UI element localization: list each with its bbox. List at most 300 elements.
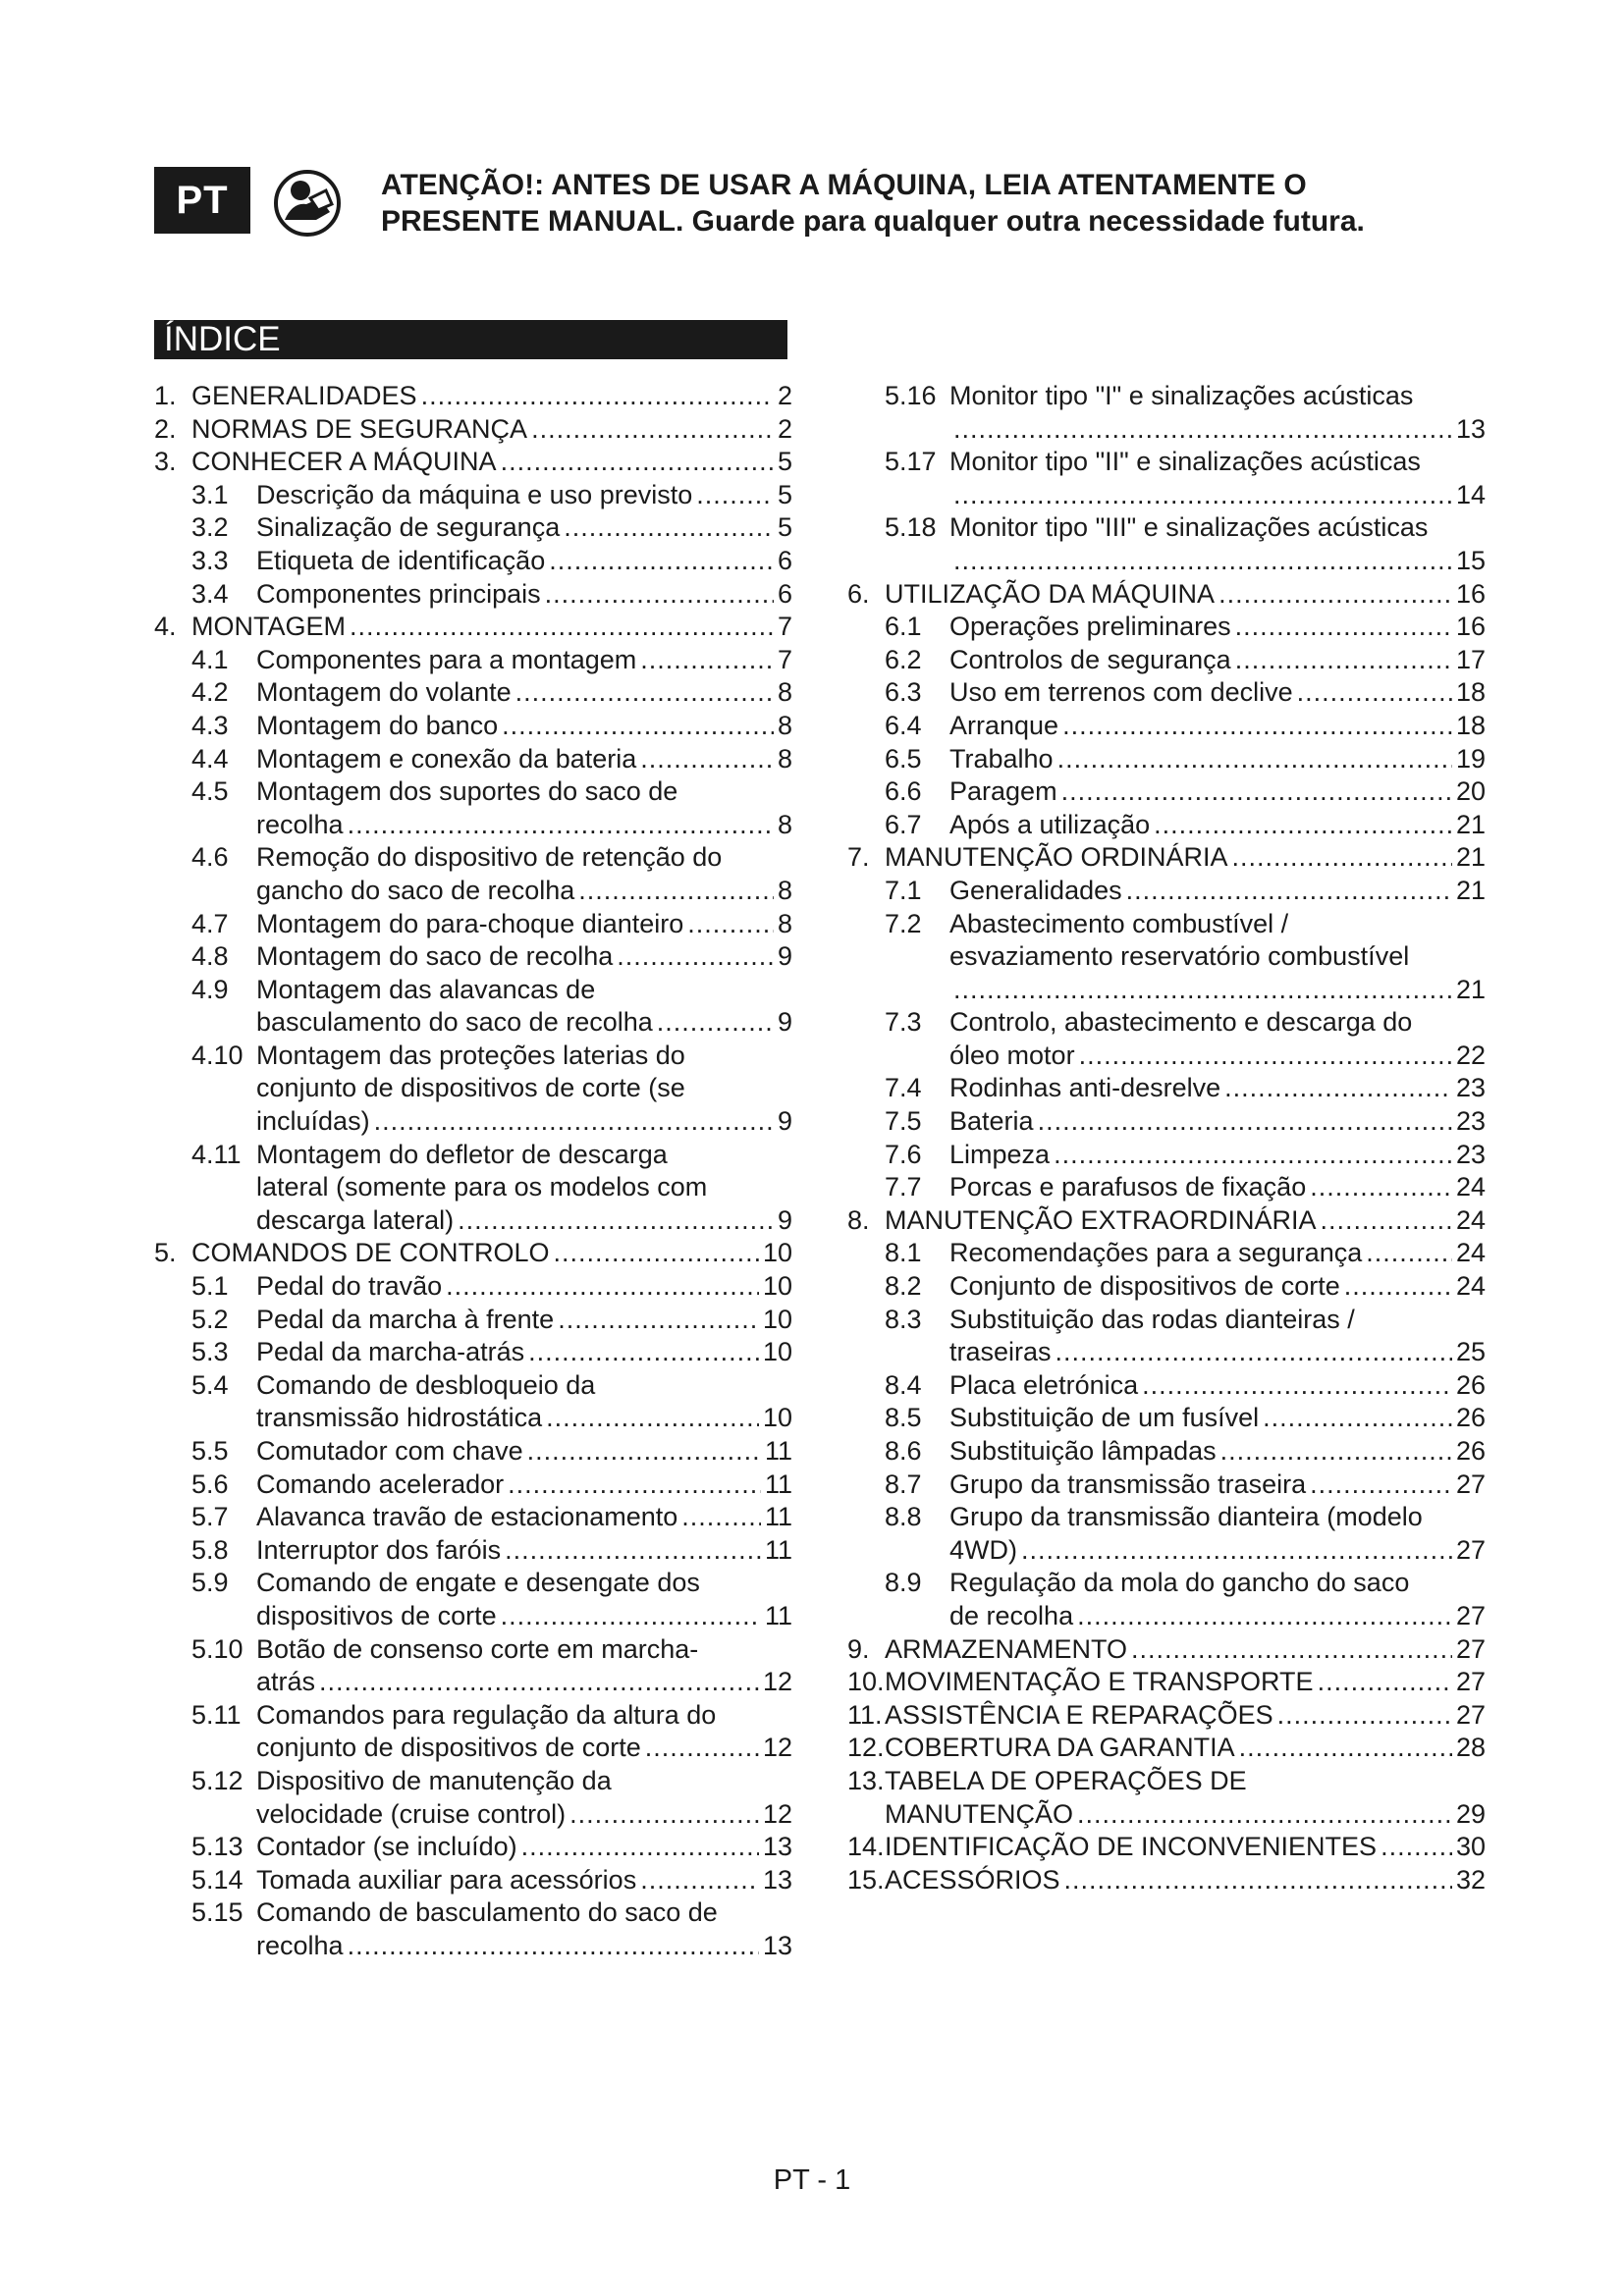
toc-entry-title: COBERTURA DA GARANTIA <box>885 1733 1235 1763</box>
toc-entry[interactable] <box>154 1865 792 1898</box>
toc-entry-title: Sinalização de segurança <box>256 512 561 543</box>
toc-entry-page: 12 <box>762 1733 792 1763</box>
toc-entry-number: 4.4 <box>191 743 229 774</box>
toc-entry-number: 9. <box>847 1633 870 1664</box>
toc-entry-number: 7.4 <box>885 1073 922 1103</box>
toc-entry[interactable] <box>154 1897 792 1931</box>
toc-entry-number: 5.9 <box>191 1568 229 1598</box>
toc-entry-page: 26 <box>1455 1403 1486 1433</box>
toc-entry-title: 4WD) <box>949 1534 1017 1565</box>
toc-entry-number: 5.7 <box>191 1502 229 1532</box>
toc-entry-title: Placa eletrónica <box>949 1369 1139 1400</box>
toc-entry-number: 15. <box>847 1864 885 1895</box>
dot-leader <box>1232 842 1452 873</box>
toc-entry-number: 12. <box>847 1733 885 1763</box>
toc-entry-title: CONHECER A MÁQUINA <box>191 447 497 477</box>
toc-entry-title: gancho do saco de recolha <box>256 875 575 905</box>
dot-leader <box>1239 1733 1452 1763</box>
toc-entry[interactable] <box>154 677 792 711</box>
toc-entry-page: 11 <box>764 1534 792 1565</box>
toc-entry-page: 27 <box>1455 1667 1486 1697</box>
toc-entry[interactable] <box>847 909 1486 942</box>
toc-entry[interactable] <box>154 1700 792 1734</box>
toc-entry[interactable] <box>847 1700 1486 1734</box>
toc-entry-number: 7.6 <box>885 1139 922 1169</box>
toc-entry-page: 21 <box>1455 809 1486 839</box>
dot-leader <box>953 975 1452 1005</box>
toc-entry[interactable] <box>154 1337 792 1370</box>
toc-entry-number: 4.5 <box>191 776 229 807</box>
dot-leader <box>1366 1238 1452 1268</box>
toc-entry-title: Monitor tipo "I" e sinalizações acústicas <box>949 381 1414 410</box>
toc-entry-title: descarga lateral) <box>256 1204 455 1235</box>
dot-leader <box>508 1469 761 1500</box>
toc-entry-title: Comando de basculamento do saco de <box>256 1897 718 1928</box>
toc-entry-title: atrás <box>256 1667 316 1697</box>
toc-entry-title: Bateria <box>949 1106 1034 1137</box>
toc-entry-page: 27 <box>1455 1534 1486 1565</box>
toc-entry[interactable] <box>847 810 1486 843</box>
toc-entry-title: Monitor tipo "II" e sinalizações acústicas <box>949 447 1421 477</box>
dot-leader <box>1054 1140 1452 1170</box>
toc-entry-number: 7.7 <box>885 1172 922 1202</box>
toc-entry[interactable] <box>847 1502 1486 1535</box>
toc-entry-page: 30 <box>1455 1832 1486 1862</box>
toc-entry-title: ACESSÓRIOS <box>885 1864 1060 1895</box>
dot-leader <box>527 1436 761 1467</box>
toc-entry-title: Comando acelerador <box>256 1468 505 1499</box>
toc-entry-title: Componentes para a montagem <box>256 644 637 674</box>
toc-entry-title: Grupo da transmissão traseira <box>949 1468 1307 1499</box>
toc-entry[interactable] <box>154 1140 792 1173</box>
toc-entry-title: Remoção do dispositivo de retenção do <box>256 842 723 873</box>
toc-entry-title: Rodinhas anti-desrelve <box>949 1073 1221 1103</box>
toc-entry-number: 5.14 <box>191 1864 244 1895</box>
dot-leader <box>1235 645 1452 675</box>
toc-entry[interactable] <box>847 414 1486 448</box>
toc-entry[interactable] <box>847 1832 1486 1865</box>
toc-entry-number: 5.10 <box>191 1633 244 1664</box>
dot-leader <box>1380 1832 1452 1862</box>
toc-entry-title: NORMAS DE SEGURANÇA <box>191 413 528 444</box>
toc-entry-title: Montagem dos suportes do saco de <box>256 776 678 807</box>
toc-entry-page: 29 <box>1455 1798 1486 1829</box>
toc-entry-number: 5.1 <box>191 1271 229 1302</box>
toc-entry-number: 13. <box>847 1765 885 1795</box>
index-heading: ÍNDICE <box>154 320 787 359</box>
dot-leader <box>1038 1106 1452 1137</box>
toc-entry[interactable] <box>847 1403 1486 1436</box>
toc-entry[interactable] <box>847 677 1486 711</box>
dot-leader <box>1220 1436 1452 1467</box>
toc-entry[interactable] <box>154 447 792 480</box>
toc-entry[interactable] <box>154 1469 792 1503</box>
toc-entry[interactable] <box>154 1403 792 1436</box>
toc-entry[interactable] <box>847 1766 1486 1799</box>
dot-leader <box>1218 579 1452 610</box>
toc-entry-page: 8 <box>777 743 792 774</box>
toc-entry-title: Substituição lâmpadas <box>949 1436 1217 1466</box>
toc-entry[interactable] <box>154 579 792 613</box>
toc-entry-number: 4.10 <box>191 1040 244 1070</box>
toc-entry[interactable] <box>847 876 1486 909</box>
toc-entry-title: Montagem do para-choque dianteiro <box>256 908 684 938</box>
toc-entry[interactable] <box>154 941 792 975</box>
toc-entry-page: 9 <box>777 1007 792 1038</box>
toc-entry-number: 8.7 <box>885 1468 922 1499</box>
toc-entry-page: 10 <box>762 1337 792 1367</box>
toc-entry-title: incluídas) <box>256 1106 370 1137</box>
dot-leader <box>558 1305 759 1335</box>
toc-entry[interactable] <box>154 1931 792 1964</box>
toc-entry-number: 4.11 <box>191 1139 242 1169</box>
toc-entry-title: MANUTENÇÃO ORDINÁRIA <box>885 842 1228 873</box>
dot-leader <box>1277 1700 1452 1731</box>
toc-entry-page: 9 <box>777 1204 792 1235</box>
toc-entry-number: 14. <box>847 1832 885 1862</box>
toc-entry[interactable] <box>154 1106 792 1140</box>
toc-entry-page: 23 <box>1455 1106 1486 1137</box>
dot-leader <box>546 1403 759 1433</box>
toc-entry[interactable] <box>847 1601 1486 1634</box>
toc-entry-title: IDENTIFICAÇÃO DE INCONVENIENTES <box>885 1832 1378 1862</box>
dot-leader <box>1318 1667 1452 1697</box>
toc-entry[interactable] <box>154 414 792 448</box>
toc-entry-title: dispositivos de corte <box>256 1600 497 1630</box>
dot-leader <box>1321 1205 1452 1236</box>
toc-entry[interactable] <box>154 1799 792 1833</box>
toc-entry[interactable] <box>154 909 792 942</box>
toc-entry-number: 5.15 <box>191 1897 244 1928</box>
toc-entry[interactable] <box>847 546 1486 579</box>
toc-entry[interactable] <box>154 612 792 645</box>
toc-entry-number: 6.2 <box>885 644 922 674</box>
toc-entry-page: 18 <box>1455 677 1486 708</box>
toc-entry-title: Após a utilização <box>949 809 1151 839</box>
toc-entry[interactable] <box>847 1865 1486 1898</box>
toc-entry[interactable] <box>154 1832 792 1865</box>
toc-entry-title: velocidade (cruise control) <box>256 1798 567 1829</box>
dot-leader <box>528 1337 759 1367</box>
toc-entry-title: Montagem do volante <box>256 677 512 708</box>
toc-entry[interactable] <box>154 1436 792 1469</box>
toc-entry-page: 6 <box>777 545 792 575</box>
toc-entry-title: MANUTENÇÃO <box>885 1798 1074 1829</box>
toc-entry-page: 14 <box>1455 479 1486 509</box>
toc-entry[interactable] <box>847 1305 1486 1338</box>
toc-entry-number: 4.9 <box>191 974 229 1004</box>
toc-entry-title: de recolha <box>949 1600 1074 1630</box>
toc-entry-number: 3.2 <box>191 512 229 543</box>
dot-leader <box>640 645 774 675</box>
toc-entry-number: 4.2 <box>191 677 229 708</box>
page-number: PT - 1 <box>773 2164 851 2196</box>
toc-entry[interactable] <box>847 1733 1486 1766</box>
toc-entry[interactable] <box>154 546 792 579</box>
toc-entry-page: 11 <box>764 1502 792 1532</box>
toc-entry[interactable] <box>847 975 1486 1008</box>
dot-leader <box>458 1205 774 1236</box>
toc-entry[interactable] <box>154 1041 792 1074</box>
toc-entry[interactable] <box>847 512 1486 546</box>
dot-leader <box>1064 1865 1452 1896</box>
toc-entry-title: Abastecimento combustível / <box>949 908 1289 938</box>
dot-leader <box>578 876 774 906</box>
toc-entry-title: Comando de desbloqueio da <box>256 1369 596 1400</box>
toc-entry-page: 23 <box>1455 1073 1486 1103</box>
toc-entry-page: 7 <box>777 644 792 674</box>
toc-entry[interactable] <box>847 1799 1486 1833</box>
toc-entry-page: 8 <box>777 875 792 905</box>
toc-entry-page: 13 <box>1455 413 1486 444</box>
toc-entry-page: 7 <box>777 612 792 642</box>
toc-entry-number: 5.4 <box>191 1369 229 1400</box>
toc-entry[interactable] <box>847 1172 1486 1205</box>
toc-entry-page: 27 <box>1455 1600 1486 1630</box>
toc-entry[interactable] <box>847 1436 1486 1469</box>
toc-entry-title: MOVIMENTAÇÃO E TRANSPORTE <box>885 1667 1314 1697</box>
toc-entry-page: 8 <box>777 809 792 839</box>
dot-leader <box>953 414 1452 445</box>
dot-leader <box>1263 1403 1452 1433</box>
toc-entry-page: 26 <box>1455 1436 1486 1466</box>
dot-leader <box>1021 1535 1452 1566</box>
dot-leader <box>1142 1370 1452 1401</box>
dot-leader <box>549 546 774 576</box>
toc-entry-page: 5 <box>777 479 792 509</box>
toc-entry-number: 8.9 <box>885 1568 922 1598</box>
toc-entry-page: 18 <box>1455 710 1486 740</box>
toc-entry-page: 16 <box>1455 578 1486 609</box>
toc-entry-number: 5.11 <box>191 1699 242 1730</box>
toc-entry-number: 7.2 <box>885 908 922 938</box>
toc-entry[interactable] <box>154 1271 792 1305</box>
toc-entry-title: recolha <box>256 1930 344 1960</box>
toc-entry-page: 23 <box>1455 1139 1486 1169</box>
toc-entry[interactable] <box>847 579 1486 613</box>
toc-entry-number: 8.5 <box>885 1403 922 1433</box>
toc-entry[interactable] <box>154 744 792 777</box>
dot-leader <box>687 909 774 939</box>
toc-entry-title: TABELA DE OPERAÇÕES DE <box>885 1765 1247 1795</box>
dot-leader <box>1056 1337 1452 1367</box>
dot-leader <box>421 381 774 411</box>
dot-leader <box>350 612 774 642</box>
toc-entry-number: 4.7 <box>191 908 229 938</box>
toc-entry[interactable] <box>154 1172 792 1205</box>
toc-entry-title: Pedal da marcha à frente <box>256 1304 555 1334</box>
toc-entry[interactable] <box>154 1535 792 1569</box>
toc-entry-number: 3.4 <box>191 578 229 609</box>
toc-entry[interactable] <box>847 1667 1486 1700</box>
dot-leader <box>501 447 774 477</box>
dot-leader <box>545 579 774 610</box>
dot-leader <box>681 1502 761 1532</box>
toc-entry[interactable] <box>847 1073 1486 1106</box>
toc-entry-page: 5 <box>777 512 792 543</box>
dot-leader <box>502 711 774 741</box>
toc-entry[interactable] <box>847 1271 1486 1305</box>
toc-entry[interactable] <box>847 711 1486 744</box>
toc-entry[interactable] <box>154 645 792 678</box>
toc-entry[interactable] <box>847 447 1486 480</box>
toc-entry-page: 10 <box>762 1238 792 1268</box>
dot-leader <box>446 1271 759 1302</box>
toc-entry[interactable] <box>847 480 1486 513</box>
toc-entry-number: 5.12 <box>191 1765 244 1795</box>
toc-entry-page: 22 <box>1455 1040 1486 1070</box>
toc-entry-page: 13 <box>762 1832 792 1862</box>
toc-entry[interactable] <box>847 744 1486 777</box>
dot-leader <box>1235 612 1452 642</box>
toc-entry[interactable] <box>847 1106 1486 1140</box>
toc-entry-page: 8 <box>777 677 792 708</box>
toc-entry-title: Uso em terrenos com declive <box>949 677 1293 708</box>
toc-entry-title: Comutador com chave <box>256 1436 523 1466</box>
toc-entry[interactable] <box>847 1337 1486 1370</box>
dot-leader <box>1077 1799 1452 1830</box>
toc-entry[interactable] <box>847 381 1486 414</box>
toc-entry-page: 26 <box>1455 1369 1486 1400</box>
toc-entry[interactable] <box>154 1601 792 1634</box>
toc-entry[interactable] <box>154 1568 792 1601</box>
toc-entry[interactable] <box>847 1041 1486 1074</box>
toc-entry-title: Generalidades <box>949 875 1122 905</box>
toc-entry[interactable] <box>847 1634 1486 1668</box>
toc-entry-title: Botão de consenso corte em marcha- <box>256 1633 699 1664</box>
dot-leader <box>1062 711 1452 741</box>
toc-entry-number: 8.6 <box>885 1436 922 1466</box>
toc-entry[interactable] <box>154 1305 792 1338</box>
toc-entry[interactable] <box>154 381 792 414</box>
toc-entry-title: esvaziamento reservatório combustível <box>949 941 1410 972</box>
dot-leader <box>1126 876 1452 906</box>
toc-entry-title: Montagem das proteções laterias do <box>256 1040 685 1070</box>
toc-entry[interactable] <box>847 1205 1486 1239</box>
toc-entry[interactable] <box>154 1007 792 1041</box>
toc-entry-number: 6. <box>847 578 870 609</box>
toc-entry-title: Controlos de segurança <box>949 644 1231 674</box>
toc-entry[interactable] <box>847 941 1486 975</box>
toc-entry[interactable] <box>154 711 792 744</box>
toc-entry[interactable] <box>154 1667 792 1700</box>
toc-entry-page: 16 <box>1455 612 1486 642</box>
toc-entry-title: óleo motor <box>949 1040 1075 1070</box>
toc-entry-title: Descrição da máquina e uso previsto <box>256 479 693 509</box>
toc-entry[interactable] <box>154 1205 792 1239</box>
toc-entry[interactable] <box>154 776 792 810</box>
dot-leader <box>564 512 774 543</box>
toc-entry-page: 11 <box>764 1468 792 1499</box>
toc-entry[interactable] <box>847 1238 1486 1271</box>
toc-entry[interactable] <box>154 512 792 546</box>
toc-entry-title: Contador (se incluído) <box>256 1832 517 1862</box>
dot-leader <box>1131 1634 1452 1665</box>
toc-entry[interactable] <box>154 810 792 843</box>
toc-entry[interactable] <box>847 776 1486 810</box>
dot-leader <box>1310 1172 1452 1202</box>
toc-entry[interactable] <box>847 1568 1486 1601</box>
toc-entry-page: 15 <box>1455 545 1486 575</box>
toc-entry[interactable] <box>154 1634 792 1668</box>
toc-entry-title: Alavanca travão de estacionamento <box>256 1502 678 1532</box>
toc-entry-number: 2. <box>154 413 177 444</box>
toc-entry[interactable] <box>154 1502 792 1535</box>
toc-entry-page: 10 <box>762 1304 792 1334</box>
toc-entry-title: Comandos para regulação da altura do <box>256 1699 717 1730</box>
toc-entry[interactable] <box>847 645 1486 678</box>
toc-entry[interactable] <box>847 842 1486 876</box>
toc-entry[interactable] <box>154 1766 792 1799</box>
toc-entry-page: 24 <box>1455 1172 1486 1202</box>
toc-entry-title: Montagem das alavancas de <box>256 974 596 1004</box>
toc-entry-number: 6.7 <box>885 809 922 839</box>
toc-entry[interactable] <box>154 876 792 909</box>
dot-leader <box>1061 776 1452 807</box>
toc-entry-title: recolha <box>256 809 344 839</box>
toc-entry-number: 3.1 <box>191 479 229 509</box>
toc-entry-page: 21 <box>1455 974 1486 1004</box>
toc-entry-number: 7.1 <box>885 875 922 905</box>
toc-entry-number: 5.16 <box>885 381 937 410</box>
toc-entry[interactable] <box>154 975 792 1008</box>
toc-entry-page: 12 <box>762 1798 792 1829</box>
toc-entry-title: Tomada auxiliar para acessórios <box>256 1864 637 1895</box>
toc-entry-title: ASSISTÊNCIA E REPARAÇÕES <box>885 1699 1273 1730</box>
toc-entry-number: 8.8 <box>885 1502 922 1532</box>
dot-leader <box>348 1931 759 1961</box>
dot-leader <box>531 414 774 445</box>
toc-entry[interactable] <box>847 1140 1486 1173</box>
dot-leader <box>505 1535 761 1566</box>
toc-entry-number: 6.4 <box>885 710 922 740</box>
toc-entry[interactable] <box>154 842 792 876</box>
toc-entry[interactable] <box>847 1370 1486 1404</box>
toc-entry[interactable] <box>847 1535 1486 1569</box>
toc-entry[interactable] <box>154 1073 792 1106</box>
dot-leader <box>640 1865 759 1896</box>
toc-entry-title: Montagem do saco de recolha <box>256 941 614 972</box>
toc-entry[interactable] <box>847 1007 1486 1041</box>
toc-entry-page: 19 <box>1455 743 1486 774</box>
toc-entry-number: 1. <box>154 381 177 410</box>
toc-entry-title: Pedal do travão <box>256 1271 443 1302</box>
dot-leader <box>515 677 774 708</box>
toc-entry-page: 10 <box>762 1403 792 1433</box>
toc-entry-page: 5 <box>777 447 792 477</box>
dot-leader <box>617 941 774 972</box>
toc-entry[interactable] <box>847 612 1486 645</box>
toc-entry-number: 7.5 <box>885 1106 922 1137</box>
toc-entry-title: Operações preliminares <box>949 612 1231 642</box>
dot-leader <box>521 1832 759 1862</box>
toc-entry[interactable] <box>154 1370 792 1404</box>
toc-entry-page: 20 <box>1455 776 1486 807</box>
dot-leader <box>1344 1271 1452 1302</box>
toc-entry-number: 8.1 <box>885 1238 922 1268</box>
toc-entry-title: Dispositivo de manutenção da <box>256 1765 612 1795</box>
toc-entry[interactable] <box>154 1238 792 1271</box>
toc-entry[interactable] <box>154 1733 792 1766</box>
toc-entry-title: transmissão hidrostática <box>256 1403 543 1433</box>
toc-entry[interactable] <box>154 480 792 513</box>
dot-leader <box>1154 810 1452 840</box>
toc-entry[interactable] <box>847 1469 1486 1503</box>
toc-entry-title: Porcas e parafusos de fixação <box>949 1172 1307 1202</box>
toc-entry-number: 11. <box>847 1699 883 1730</box>
dot-leader <box>696 480 774 510</box>
toc-entry-number: 8.2 <box>885 1271 922 1302</box>
